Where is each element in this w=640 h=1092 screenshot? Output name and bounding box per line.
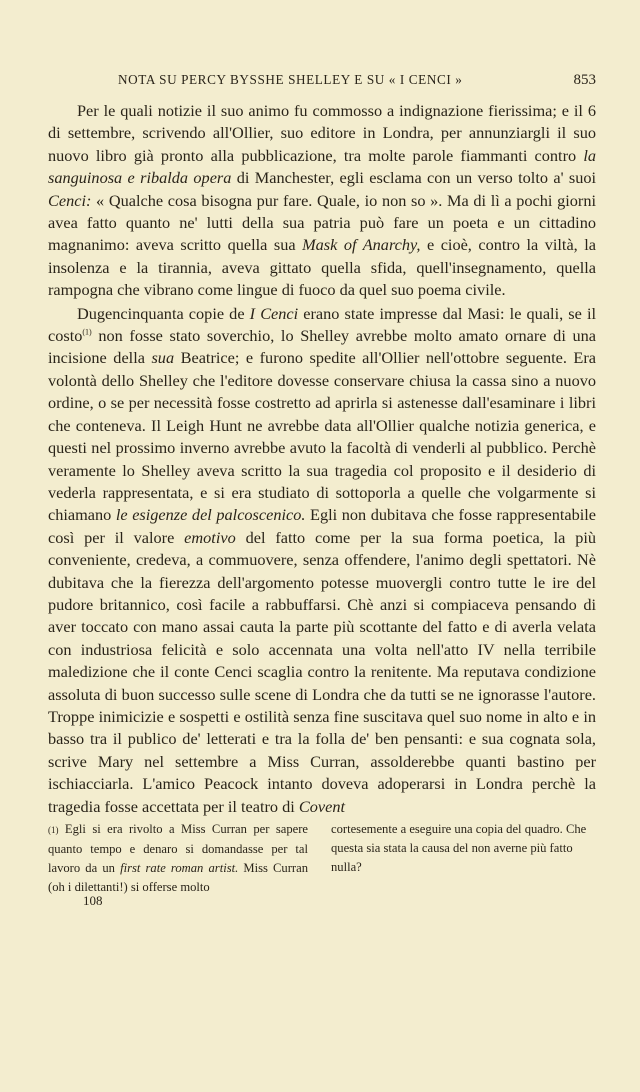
- text-run: e cioè, contro la viltà, la insolenza e la tirannia, aveva gittato quella sfida, quell'insegnamento, quella rampogna che vibrano come lingue di fuoco da quel suo poema civile.: [48, 235, 597, 300]
- text-run: Egli si era rivolto a Miss Curran per sapere quanto tempo e denaro si domandasse per tal lavoro da un: [48, 822, 308, 875]
- italic-run: emotivo: [184, 527, 236, 547]
- signature-mark: 108: [83, 893, 103, 908]
- text-run: Per le quali notizie il suo animo fu commosso a indignazione fierissima; e il 6 di settembre, scrivendo all'Ollier, suo editore in Londra, per annunziargli il suo nuovo libro già pronto alla pubblicazione, tra molte parole fiammanti contro: [48, 101, 596, 165]
- running-title: NOTA SU PERCY BYSSHE SHELLEY E SU « I CENCI »: [118, 72, 463, 87]
- text-run: erano state impresse dal Masi: le quali, se il costo: [48, 303, 596, 346]
- page-number: 853: [573, 72, 596, 88]
- text-run: del fatto come per la sua forma poetica, la più conveniente, credeva, a commuovere, senza offendere, l'animo degli spettatori. Nè dubitava che la fierezza dell'argomento potesse muovergli contro tutte le ire del pudore britannico, così facile a rabbuffarsi. Chè anzi si compiaceva pensando di aver toccato con mano assai cauta la parte più scottante del fatto e di averla velata con industriosa felicità e solo accennata una volta nell'atto IV nella terribile maledizione che il conte Cenci scaglia contro la renitente. Ma reputava condizione assoluta di buon successo sulle scene di Londra che da tutti se ne ignorasse l'autore. Troppe inimicizie e sospetti e ostilità senza fine suscitava quel suo nome in alto e in basso tra il publico de' letterati e tra la folla de' ben pensanti: e sua cognata sola, scrive Mary nel settembre a Miss Curran, assolderebbe quanti bastino per ischiacciarla. L'amico Peacock intanto doveva adoperarsi in Londra perchè la tragedia fosse accettata per il teatro di: [48, 527, 597, 816]
- text-run: Miss Curran (oh i dilettanti!) si offerse molto: [48, 861, 308, 894]
- footnote-reference: (1): [82, 327, 92, 337]
- italic-run: first rate roman artist.: [120, 861, 239, 875]
- main-text: [48, 100, 596, 818]
- paragraph-1: [48, 100, 596, 302]
- footnote-left-column: [48, 820, 308, 897]
- text-run: Egli non dubitava che fosse rappresentabile così per il valore: [48, 505, 596, 547]
- text-run: « Qualche cosa bisogna pur fare. Quale, io non so ». Ma di lì a pochi giorni avea fatto quanto ne' lutti della sua patria può fare un poeta e un cittadino magnanimo: aveva scritto quella sua: [48, 190, 596, 255]
- italic-run: sua: [151, 348, 175, 368]
- italic-run: Covent: [298, 796, 345, 816]
- footnote-mark: (1): [48, 825, 59, 835]
- text-run: non fosse stato soverchio, lo Shelley avrebbe molto amato ornare di una incisione della: [48, 326, 596, 368]
- text-run: di Manchester, egli esclama con un verso tolto a' suoi: [231, 168, 596, 188]
- italic-run: I Cenci: [249, 303, 299, 323]
- footnote-right-column: cortesemente a eseguire una copia del quadro. Che questa sia stata la causa del non averne più fatto nulla?: [331, 822, 587, 874]
- italic-run: la sanguinosa e ribalda opera: [48, 145, 596, 188]
- italic-run: le esigenze del palcoscenico.: [115, 505, 306, 525]
- text-run: Dugencinquanta copie de: [77, 303, 250, 323]
- italic-run: Cenci:: [48, 190, 92, 210]
- text-run: Beatrice; e furono spedite all'Ollier nell'ottobre seguente. Era volontà dello Shelley che l'editore dovesse conservare chiusa la cassa sino a nuovo ordine, o se per necessità fosse costretto ad aprirla si astenesse dall'esaminare i libri che conteneva. Il Leigh Hunt ne avrebbe data all'Ollier qualche notizia generica, e questi nel prossimo inverno avrebbe avuto la facoltà di venderli al pubblico. Perchè veramente lo Shelley aveva scritto la sua tragedia col proposito e il desiderio di vederla rappresentata, e si era studiato di sottoporla a quelle che volgarmente si chiamano: [48, 348, 597, 525]
- paragraph-2: [48, 303, 596, 818]
- italic-run: Mask of Anarchy,: [302, 235, 421, 255]
